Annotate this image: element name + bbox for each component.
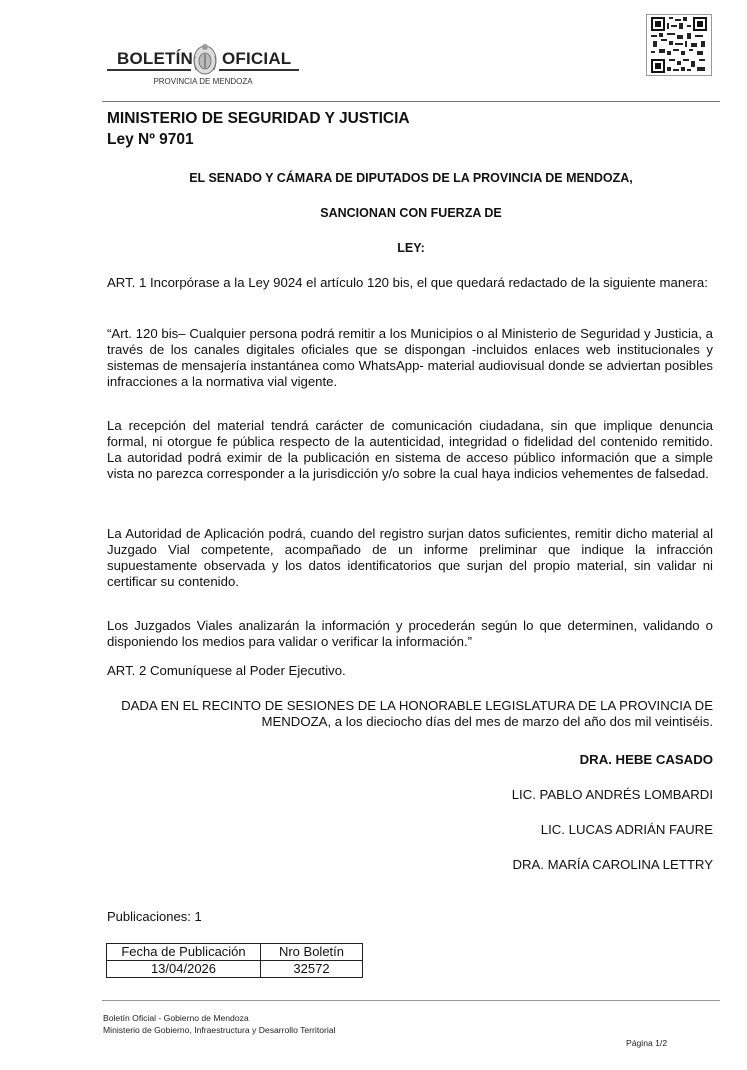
article-1: ART. 1 Incorpórase a la Ley 9024 el artículo 120 bis, el que quedará redactado de la siguiente manera: [107,275,708,290]
logo-subtitle: PROVINCIA DE MENDOZA [153,77,253,86]
preamble-law: LEY: [397,241,425,255]
cell-bulletin-number: 32572 [261,961,363,978]
table-row [107,961,363,978]
header-publication-date: Fecha de Publicación [107,944,261,961]
signatory: LIC. LUCAS ADRIÁN FAURE [540,822,713,837]
logo-word-oficial: OFICIAL [222,49,292,68]
footer-ministry: Ministerio de Gobierno, Infraestructura y Desarrollo Territorial [103,1025,336,1035]
publication-table [106,943,363,978]
law-number: Ley Nº 9701 [107,131,194,148]
cell-publication-date: 13/04/2026 [107,961,261,978]
logo-underline-left [107,69,191,71]
header-divider [102,101,720,102]
provincial-seal-icon [192,42,218,76]
qr-code-icon [646,14,712,76]
header-bulletin-number: Nro Boletín [261,944,363,961]
ministry-title: MINISTERIO DE SEGURIDAD Y JUSTICIA [107,110,410,127]
page-number: Página 1/2 [626,1038,668,1048]
footer-publisher: Boletín Oficial - Gobierno de Mendoza [103,1013,249,1023]
table-header-row [107,944,363,961]
given-in-statement: DADA EN EL RECINTO DE SESIONES DE LA HONORABLE LEGISLATURA DE LA PROVINCIA DE MENDOZA, a los dieciocho días del mes de marzo del año dos mil veintiséis. [121,698,713,729]
preamble-sanction: SANCIONAN CON FUERZA DE [320,206,502,220]
publications-count: Publicaciones: 1 [107,909,202,924]
paragraph-authority: La Autoridad de Aplicación podrá, cuando del registro surjan datos suficientes, remitir dicho material al Juzgado Vial competente, acompañado de un informe preliminar que indique la infracción supuestamente observada y los datos identificatorios que surjan del propio material, sin validar ni certificar su contenido. [107,526,713,589]
preamble-senate: EL SENADO Y CÁMARA DE DIPUTADOS DE LA PROVINCIA DE MENDOZA, [189,171,633,185]
boletin-oficial-logo [107,36,299,92]
paragraph-reception: La recepción del material tendrá carácter de comunicación ciudadana, sin que implique denuncia formal, ni otorgue fe pública respecto de la autenticidad, integridad o fidelidad del contenido remitido. La autoridad podrá eximir de la publicación en sistema de acceso público información que a simple vista no parezca corresponder a la jurisdicción y/o sobre la cual haya indicios vehementes de falsedad. [107,418,713,481]
footer-divider [102,1000,720,1001]
signatory: DRA. HEBE CASADO [579,752,713,767]
article-2: ART. 2 Comuníquese al Poder Ejecutivo. [107,663,346,678]
signatory: LIC. PABLO ANDRÉS LOMBARDI [511,787,713,802]
signatory: DRA. MARÍA CAROLINA LETTRY [512,857,713,872]
paragraph-courts: Los Juzgados Viales analizarán la información y procederán según lo que determinen, validando o disponiendo los medios para validar o verificar la información.” [107,618,713,649]
logo-word-boletin: BOLETÍN [117,49,194,68]
article-120-bis-text: “Art. 120 bis– Cualquier persona podrá remitir a los Municipios o al Ministerio de Seguridad y Justicia, a través de los canales digitales oficiales que se dispongan -incluidos enlaces web institucionales y sistemas de mensajería instantánea como WhatsApp- material audiovisual donde se adviertan posibles infracciones a la normativa vial vigente. [107,326,713,389]
logo-underline-right [219,69,299,71]
